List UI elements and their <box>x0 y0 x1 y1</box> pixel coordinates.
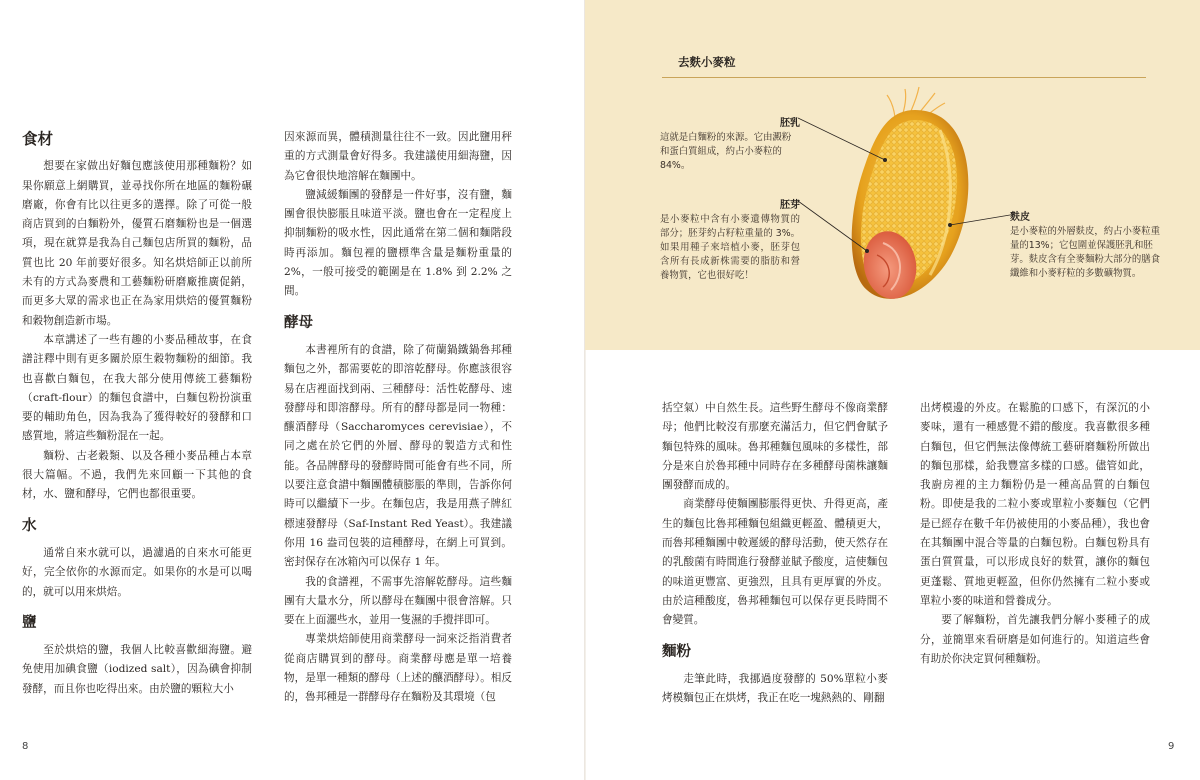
body-paragraph: 想要在家做出好麵包應該使用那種麵粉？如果你願意上網購買，並尋找你所在地區的麵粉碾磨廠，你會有比以往更多的選擇。除了可從一般商店買到的白麵粉外，優質石磨麵粉也是一個選項，現在就算是我為自己麵包店所買的麵粉，品質也比 20 年前要好很多。知名烘焙師正以前所未有的方式為麥農和工藝麵粉研磨廠推廣促銷，而更多大眾的需求也正在為家用烘焙的優質麵粉和穀物創造新市場。 <box>22 160 252 327</box>
page-number-left: 8 <box>22 741 29 752</box>
left-column-2 <box>284 128 512 708</box>
bran-label: 麩皮 <box>1010 212 1030 223</box>
endosperm-text: 這就是白麵粉的來源。它由澱粉和蛋白質組成，約占小麥粒的 84%。 <box>660 132 792 171</box>
body-paragraph: 麵粉、古老穀類、以及各種小麥品種占本章很大篇幅。不過，我們先來回顧一下其他的食材，水、鹽和酵母，它們也都很重要。 <box>22 449 252 501</box>
germ-text: 是小麥粒中含有小麥遺傳物質的部分；胚芽約占籽粒重量的 3%。如果用種子來培植小麥，胚芽包含所有長成新株需要的脂肪和營養物質，它也很好吃！ <box>660 214 800 281</box>
body-paragraph: 本書裡所有的食譜，除了荷蘭鍋鐵鍋魯邦種麵包之外，都需要乾的即溶乾酵母。你應該很容易在店裡面找到兩、三種酵母：活性乾酵母、速發酵母和即溶酵母。所有的酵母都是同一物種：釀酒酵母（Saccharomyces cerevisiae），不同之處在於它們的外層、酵母的製造方式和性能。各品牌酵母的發酵時間可能會有些不同，所以要注意食譜中麵團體積膨脹的準則，告訴你何時可以繼續下一步。在麵包店，我是用燕子牌紅標速發酵母（Saf-Instant Red Yeast）。我建議你用 16 盎司包裝的這種酵母，在網上可買到。密封保存在冰箱內可以保存 1 年。 <box>284 343 512 569</box>
infographic-title: 去麩小麥粒 <box>678 55 736 69</box>
section-heading: 食材 <box>22 130 54 148</box>
endosperm-label: 胚乳 <box>780 118 800 129</box>
section-heading: 酵母 <box>284 314 313 331</box>
body-paragraph: 本章講述了一些有趣的小麥品種故事，在食譜註釋中則有更多關於原生穀物麵粉的細節。我也喜歡白麵包，在我大部分使用傳統工藝麵粉（craft-flour）的麵包食譜中，白麵包粉扮演重要的輔助角色，因為我為了獲得較好的發酵和口感質地，將這些麵粉混在一起。 <box>22 333 252 443</box>
body-paragraph: 因來源而異，體積測量往往不一致。因此鹽用秤重的方式測量會好得多。我建議使用細海鹽，因為它會很快地溶解在麵團中。 <box>284 131 512 182</box>
body-paragraph: 括空氣）中自然生長。這些野生酵母不像商業酵母；他們比較沒有那麼充滿活力，但它們會賦予麵包特殊的風味。魯邦種麵包風味的多樣性，部分是來自於魯邦種中同時存在多種酵母菌株讓麵團發酵而成的。 <box>662 402 888 492</box>
body-paragraph: 商業酵母使麵團膨脹得更快、升得更高，產生的麵包比魯邦種麵包組織更輕盈、體積更大，而魯邦種麵團中較遲緩的酵母活動，使天然存在的乳酸菌有時間進行發酵並賦予酸度，這使麵包的味道更豐富、更強烈，且具有更厚實的外皮。由於這種酸度，魯邦種麵包可以保存更長時間不會變質。 <box>662 498 888 627</box>
body-paragraph: 鹽減緩麵團的發酵是一件好事，沒有鹽，麵團會很快膨脹且味道平淡。鹽也會在一定程度上抑制麵粉的吸水性，因此通常在第二個和麵階段時再添加。麵包裡的鹽標準含量是麵粉重量的 2%，一般可接受的範圍是在 1.8% 到 2.2% 之間。 <box>284 188 512 298</box>
section-heading: 水 <box>22 517 37 534</box>
section-heading: 麵粉 <box>662 643 691 660</box>
infographic-rule <box>662 77 1146 78</box>
bran-text: 是小麥粒的外層麩皮，約占小麥粒重量的13%；它包圍並保護胚乳和胚芽。麩皮含有全麥麵粉大部分的膳食纖維和小麥籽粒的多數礦物質。 <box>1010 226 1161 279</box>
left-column-1 <box>22 128 252 699</box>
wheat-kernel-illustration <box>585 85 1200 325</box>
body-paragraph: 要了解麵粉，首先讓我們分解小麥種子的成分，並簡單來看研磨是如何進行的。知道這些會有助於你決定買何種麵粉。 <box>920 614 1150 665</box>
page-number-right: 9 <box>1168 741 1175 752</box>
body-paragraph: 專業烘焙師使用商業酵母一詞來泛指消費者從商店購買到的酵母。商業酵母應是單一培養物，是單一種類的酵母（上述的釀酒酵母）。相反的，魯邦種是一群酵母存在麵粉及其環境（包 <box>284 633 512 704</box>
germ-label: 胚芽 <box>780 200 800 211</box>
body-paragraph: 我的食譜裡，不需事先溶解乾酵母。這些麵團有大量水分，所以酵母在麵團中很會溶解。只要在上面灑些水，並用一隻濕的手攪拌即可。 <box>284 575 512 627</box>
right-column-2 <box>920 399 1150 669</box>
body-paragraph: 出烤模邊的外皮。在鬆脆的口感下，有深沉的小麥味，還有一種感覺不錯的酸度。我喜歡很多種白麵包，但它們無法像傳統工藝研磨麵粉所做出的麵包那樣，給我豐富多樣的口感。儘管如此，我廚房裡的主力麵粉仍是一種高品質的白麵包粉。即使是我的二粒小麥或單粒小麥麵包（它們是已經存在數千年仍被使用的小麥品種），我也會在其麵團中混合等量的白麵包粉。白麵包粉具有蛋白質質量，可以形成良好的麩質，讓你的麵包更蓬鬆、質地更輕盈，但你仍然擁有二粒小麥或單粒小麥的味道和營養成分。 <box>920 402 1150 607</box>
body-paragraph: 走筆此時，我挪過度發酵的 50%單粒小麥烤模麵包正在烘烤，我正在吃一塊熱熱的、剛翻 <box>662 672 888 705</box>
body-paragraph: 通常自來水就可以，過濾過的自來水可能更好，完全依你的水源而定。如果你的水是可以喝的，就可以用來烘焙。 <box>22 546 252 598</box>
section-heading: 鹽 <box>22 614 37 631</box>
right-column-1 <box>662 399 888 708</box>
body-paragraph: 至於烘焙的鹽，我個人比較喜歡細海鹽。避免使用加碘食鹽（iodized salt），因為碘會抑制發酵，而且你也吃得出來。由於鹽的顆粒大小 <box>22 644 252 695</box>
